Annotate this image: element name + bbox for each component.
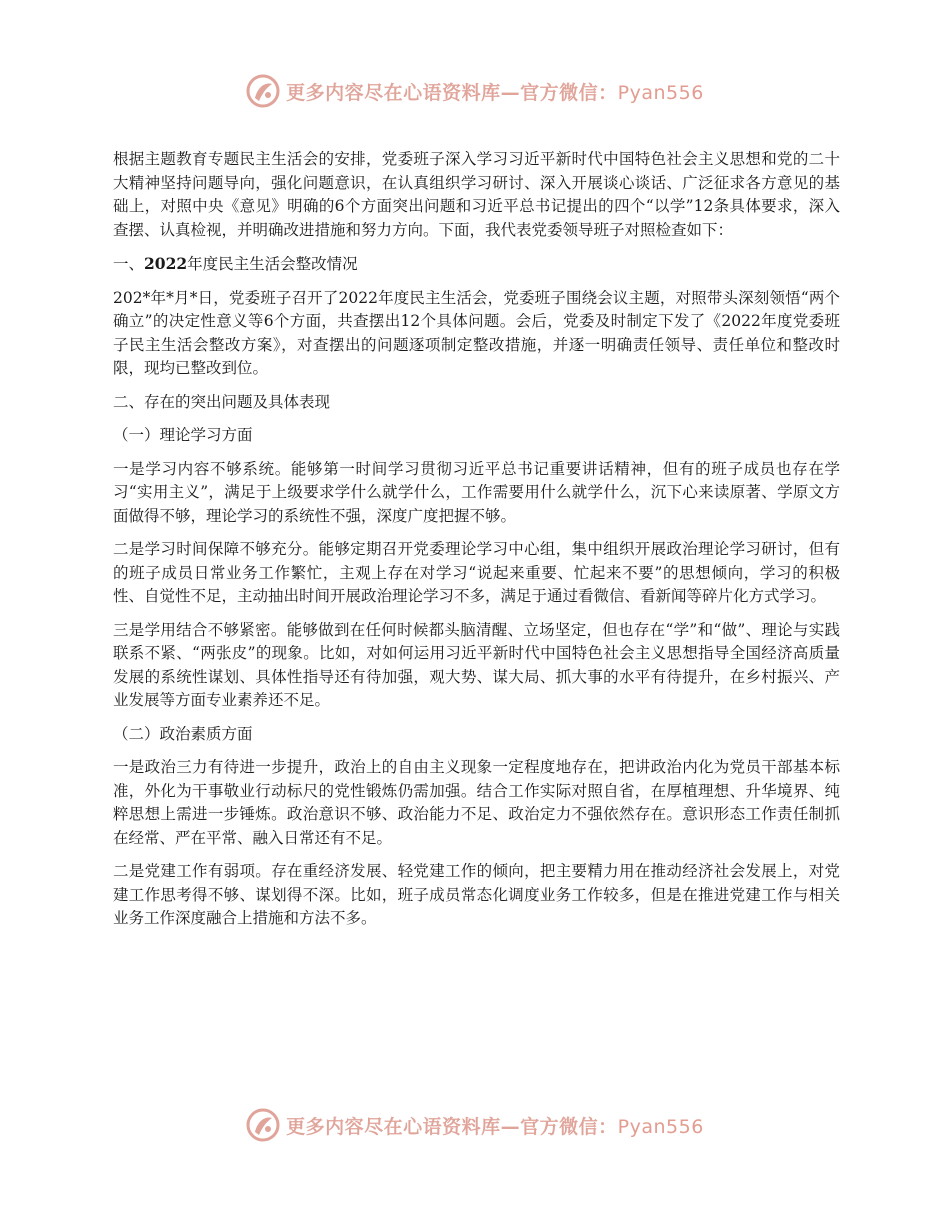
paragraph: 一是政治三力有待进一步提升，政治上的自由主义现象一定程度地存在，把讲政治内化为党员干部基本标准，外化为干事敬业行动标尺的党性锻炼仍需加强。结合工作实际对照自省，在厚植理想、升华境界、纯粹思想上需进一步锤炼。政治意识不够、政治能力不足、政治定力不强依然存在。意识形态工作责任制抓在经常、严在平常、融入日常还有不足。 xyxy=(113,758,840,847)
watermark-text: 更多内容尽在心语资料库—官方微信：Pyan556 xyxy=(286,1115,704,1138)
logo-icon xyxy=(246,74,280,108)
header-watermark-banner xyxy=(0,66,950,116)
logo-icon xyxy=(246,1108,280,1142)
watermark-text: 更多内容尽在心语资料库—官方微信：Pyan556 xyxy=(286,81,704,104)
paragraph: 一是学习内容不够系统。能够第一时间学习贯彻习近平总书记重要讲话精神，但有的班子成员也存在学习“实用主义”，满足于上级要求学什么就学什么，工作需要用什么就学什么，沉下心来读原著、学原文方面做得不够，理论学习的系统性不强，深度广度把握不够。 xyxy=(113,459,840,525)
paragraph: 二是党建工作有弱项。存在重经济发展、轻党建工作的倾向，把主要精力用在推动经济社会发展上，对党建工作思考得不够、谋划得不深。比如，班子成员常态化调度业务工作较多，但是在推进党建工作与相关业务工作深度融合上措施和方法不多。 xyxy=(113,862,840,927)
paragraph: 三是学用结合不够紧密。能够做到在任何时候都头脑清醒、立场坚定，但也存在“学”和“做”、理论与实践联系不紧、“两张皮”的现象。比如，对如何运用习近平新时代中国特色社会主义思想指导全国经济高质量发展的系统性谋划、具体性指导还有待加强，观大势、谋大局、抓大事的水平有待提升，在乡村振兴、产业发展等方面专业素养还不足。 xyxy=(113,620,840,709)
footer-watermark-banner xyxy=(0,1100,950,1150)
section-heading: 二、存在的突出问题及具体表现 xyxy=(113,392,331,411)
document-body xyxy=(113,148,840,941)
section-heading: 一、2022年度民主生活会整改情况 xyxy=(113,254,358,273)
subsection-heading: （二）政治素质方面 xyxy=(113,724,253,743)
paragraph: 根据主题教育专题民主生活会的安排，党委班子深入学习习近平新时代中国特色社会主义思想和党的二十大精神坚持问题导向，强化问题意识，在认真组织学习研讨、深入开展谈心谈话、广泛征求各方意见的基础上，对照中央《意见》明确的6个方面突出问题和习近平总书记提出的四个“以学”12条具体要求，深入查摆、认真检视，并明确改进措施和努力方向。下面，我代表党委领导班子对照检查如下： xyxy=(113,150,840,239)
subsection-heading: （一）理论学习方面 xyxy=(113,426,253,444)
paragraph: 202*年*月*日，党委班子召开了2022年度民主生活会，党委班子围绕会议主题，对照带头深刻领悟“两个确立”的决定性意义等6个方面，共查摆出12个具体问题。会后，党委及时制定下发了《2022年度党委班子民主生活会整改方案》，对查摆出的问题逐项制定整改措施，并逐一明确责任领导、责任单位和整改时限，现均已整改到位。 xyxy=(113,288,840,377)
paragraph: 二是学习时间保障不够充分。能够定期召开党委理论学习中心组，集中组织开展政治理论学习研讨，但有的班子成员日常业务工作繁忙，主观上存在对学习“说起来重要、忙起来不要”的思想倾向，学习的积极性、自觉性不足，主动抽出时间开展政治理论学习不多，满足于通过看微信、看新闻等碎片化方式学习。 xyxy=(113,540,840,605)
